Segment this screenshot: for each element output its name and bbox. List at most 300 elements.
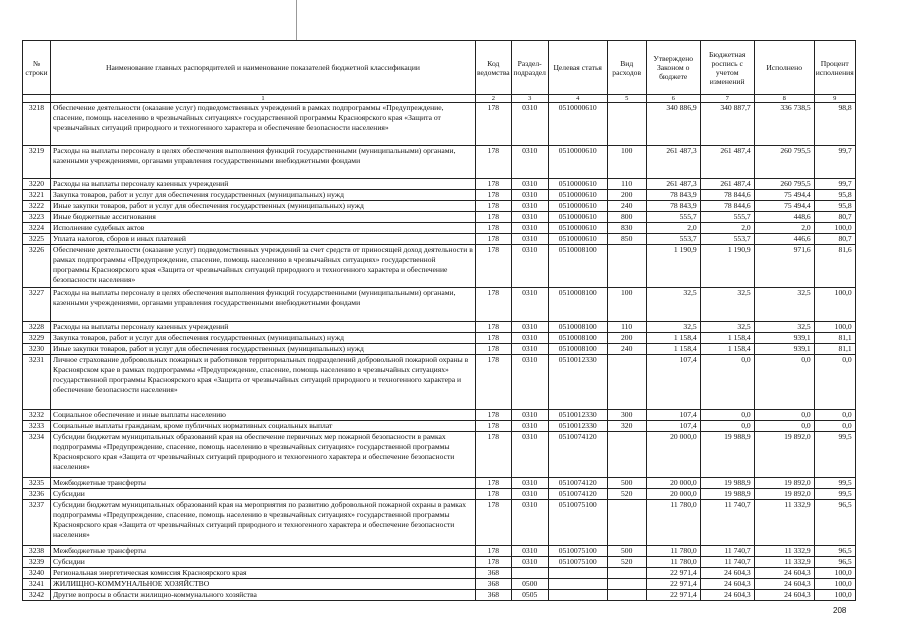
department-code-cell: 178 bbox=[476, 344, 512, 355]
executed-amount-cell: 260 795,5 bbox=[754, 179, 814, 190]
target-item-cell: 0510075100 bbox=[548, 500, 607, 546]
header-approved-by-law: Утверждено Законом о бюджете bbox=[646, 41, 700, 95]
table-row bbox=[23, 103, 856, 146]
indicator-name-cell: Исполнение судебных актов bbox=[51, 223, 476, 234]
budget-table-sheet bbox=[22, 40, 856, 601]
indicator-name-cell: Закупка товаров, работ и услуг для обеспечения государственных (муниципальных) нужд bbox=[51, 333, 476, 344]
target-item-cell: 0510012330 bbox=[548, 421, 607, 432]
percent-cell: 81,1 bbox=[814, 344, 855, 355]
schedule-amount-cell: 553,7 bbox=[700, 234, 754, 245]
target-item-cell: 0510008100 bbox=[548, 344, 607, 355]
table-row bbox=[23, 432, 856, 478]
approved-amount-cell: 20 000,0 bbox=[646, 489, 700, 500]
department-code-cell: 178 bbox=[476, 190, 512, 201]
table-row bbox=[23, 201, 856, 212]
executed-amount-cell: 0,0 bbox=[754, 355, 814, 410]
target-item-cell: 0510074120 bbox=[548, 489, 607, 500]
indicator-name-cell: Иные закупки товаров, работ и услуг для обеспечения государственных (муниципальных) нужд bbox=[51, 201, 476, 212]
row-number-cell: 3229 bbox=[23, 333, 51, 344]
schedule-amount-cell: 11 740,7 bbox=[700, 557, 754, 568]
executed-amount-cell: 939,1 bbox=[754, 344, 814, 355]
expense-type-cell bbox=[607, 103, 646, 146]
executed-amount-cell: 2,0 bbox=[754, 223, 814, 234]
department-code-cell: 178 bbox=[476, 245, 512, 288]
table-row bbox=[23, 546, 856, 557]
percent-cell: 100,0 bbox=[814, 568, 855, 579]
percent-cell: 0,0 bbox=[814, 355, 855, 410]
executed-amount-cell: 24 604,3 bbox=[754, 568, 814, 579]
section-code-cell: 0310 bbox=[511, 212, 548, 223]
table-row bbox=[23, 478, 856, 489]
section-code-cell: 0310 bbox=[511, 500, 548, 546]
department-code-cell: 178 bbox=[476, 288, 512, 322]
header-budget-schedule: Бюджетная роспись с учетом изменений bbox=[700, 41, 754, 95]
expense-type-cell bbox=[607, 579, 646, 590]
approved-amount-cell: 261 487,3 bbox=[646, 146, 700, 179]
expense-type-cell bbox=[607, 355, 646, 410]
indicator-name-cell: Уплата налогов, сборов и иных платежей bbox=[51, 234, 476, 245]
executed-amount-cell: 75 494,4 bbox=[754, 190, 814, 201]
percent-cell: 95,8 bbox=[814, 201, 855, 212]
indicator-name-cell: Расходы на выплаты персоналу казенных учреждений bbox=[51, 322, 476, 333]
schedule-amount-cell: 32,5 bbox=[700, 322, 754, 333]
table-row bbox=[23, 212, 856, 223]
schedule-amount-cell: 32,5 bbox=[700, 288, 754, 322]
expense-type-cell bbox=[607, 432, 646, 478]
section-code-cell: 0310 bbox=[511, 223, 548, 234]
executed-amount-cell: 446,6 bbox=[754, 234, 814, 245]
approved-amount-cell: 107,4 bbox=[646, 355, 700, 410]
column-number bbox=[23, 95, 51, 103]
section-code-cell: 0310 bbox=[511, 333, 548, 344]
approved-amount-cell: 107,4 bbox=[646, 421, 700, 432]
header-section-subsection: Раздел-подраздел bbox=[511, 41, 548, 95]
department-code-cell: 178 bbox=[476, 201, 512, 212]
header-expense-type: Вид расходов bbox=[607, 41, 646, 95]
table-row bbox=[23, 322, 856, 333]
indicator-name-cell: Иные бюджетные ассигнования bbox=[51, 212, 476, 223]
section-code-cell: 0310 bbox=[511, 179, 548, 190]
indicator-name-cell: Региональная энергетическая комиссия Красноярского края bbox=[51, 568, 476, 579]
indicator-name-cell: Социальные выплаты гражданам, кроме публичных нормативных социальных выплат bbox=[51, 421, 476, 432]
row-number-cell: 3236 bbox=[23, 489, 51, 500]
row-number-cell: 3221 bbox=[23, 190, 51, 201]
schedule-amount-cell: 340 887,7 bbox=[700, 103, 754, 146]
table-row bbox=[23, 590, 856, 601]
executed-amount-cell: 11 332,9 bbox=[754, 557, 814, 568]
approved-amount-cell: 20 000,0 bbox=[646, 432, 700, 478]
percent-cell: 100,0 bbox=[814, 223, 855, 234]
target-item-cell: 0510000610 bbox=[548, 212, 607, 223]
table-row bbox=[23, 288, 856, 322]
header-department-code: Код ведомства bbox=[476, 41, 512, 95]
column-number: 9 bbox=[814, 95, 855, 103]
table-row bbox=[23, 146, 856, 179]
percent-cell: 96,5 bbox=[814, 546, 855, 557]
header-executed: Исполнено bbox=[754, 41, 814, 95]
schedule-amount-cell: 0,0 bbox=[700, 421, 754, 432]
row-number-cell: 3228 bbox=[23, 322, 51, 333]
section-code-cell: 0310 bbox=[511, 421, 548, 432]
section-code-cell bbox=[511, 568, 548, 579]
table-row bbox=[23, 489, 856, 500]
column-number: 2 bbox=[476, 95, 512, 103]
target-item-cell: 0510075100 bbox=[548, 546, 607, 557]
approved-amount-cell: 20 000,0 bbox=[646, 478, 700, 489]
schedule-amount-cell: 0,0 bbox=[700, 410, 754, 421]
approved-amount-cell: 22 971,4 bbox=[646, 579, 700, 590]
row-number-cell: 3222 bbox=[23, 201, 51, 212]
column-number: 1 bbox=[51, 95, 476, 103]
table-row bbox=[23, 410, 856, 421]
row-number-cell: 3239 bbox=[23, 557, 51, 568]
target-item-cell: 0510074120 bbox=[548, 432, 607, 478]
schedule-amount-cell: 11 740,7 bbox=[700, 546, 754, 557]
expense-type-cell bbox=[607, 590, 646, 601]
schedule-amount-cell: 24 604,3 bbox=[700, 568, 754, 579]
table-row bbox=[23, 190, 856, 201]
executed-amount-cell: 939,1 bbox=[754, 333, 814, 344]
department-code-cell: 178 bbox=[476, 146, 512, 179]
section-code-cell: 0310 bbox=[511, 201, 548, 212]
expense-type-cell: 200 bbox=[607, 333, 646, 344]
executed-amount-cell: 32,5 bbox=[754, 288, 814, 322]
column-number: 7 bbox=[700, 95, 754, 103]
executed-amount-cell: 11 332,9 bbox=[754, 500, 814, 546]
percent-cell: 100,0 bbox=[814, 322, 855, 333]
approved-amount-cell: 2,0 bbox=[646, 223, 700, 234]
row-number-cell: 3234 bbox=[23, 432, 51, 478]
table-row bbox=[23, 333, 856, 344]
indicator-name-cell: ЖИЛИЩНО-КОММУНАЛЬНОЕ ХОЗЯЙСТВО bbox=[51, 579, 476, 590]
indicator-name-cell: Другие вопросы в области жилищно-коммунального хозяйства bbox=[51, 590, 476, 601]
target-item-cell bbox=[548, 590, 607, 601]
department-code-cell: 368 bbox=[476, 568, 512, 579]
indicator-name-cell: Закупка товаров, работ и услуг для обеспечения государственных (муниципальных) нужд bbox=[51, 190, 476, 201]
section-code-cell: 0310 bbox=[511, 245, 548, 288]
percent-cell: 0,0 bbox=[814, 421, 855, 432]
row-number-cell: 3242 bbox=[23, 590, 51, 601]
department-code-cell: 178 bbox=[476, 500, 512, 546]
department-code-cell: 368 bbox=[476, 579, 512, 590]
table-row bbox=[23, 500, 856, 546]
expense-type-cell: 240 bbox=[607, 344, 646, 355]
percent-cell: 81,6 bbox=[814, 245, 855, 288]
target-item-cell: 0510000610 bbox=[548, 179, 607, 190]
expense-type-cell bbox=[607, 500, 646, 546]
column-number: 8 bbox=[754, 95, 814, 103]
approved-amount-cell: 1 158,4 bbox=[646, 333, 700, 344]
column-number: 6 bbox=[646, 95, 700, 103]
row-number-cell: 3218 bbox=[23, 103, 51, 146]
approved-amount-cell: 1 158,4 bbox=[646, 344, 700, 355]
row-number-cell: 3241 bbox=[23, 579, 51, 590]
indicator-name-cell: Обеспечение деятельности (оказание услуг) подведомственных учреждений в рамках подпрограммы «Предупреждение, спасение, помощь населению в чрезвычайных ситуациях» государственной программы Красноярского края «Защита от чрезвычайных ситуаций природного и техногенного характера и обеспечение безопасности населения» bbox=[51, 103, 476, 146]
expense-type-cell: 200 bbox=[607, 190, 646, 201]
department-code-cell: 178 bbox=[476, 103, 512, 146]
table-row bbox=[23, 234, 856, 245]
column-number: 3 bbox=[511, 95, 548, 103]
header-indicator-name: Наименование главных распорядителей и наименование показателей бюджетной классификации bbox=[51, 41, 476, 95]
expense-type-cell: 520 bbox=[607, 489, 646, 500]
header-execution-percent: Процент исполнения bbox=[814, 41, 855, 95]
expense-type-cell bbox=[607, 245, 646, 288]
executed-amount-cell: 19 892,0 bbox=[754, 478, 814, 489]
target-item-cell: 0510012330 bbox=[548, 410, 607, 421]
department-code-cell: 178 bbox=[476, 432, 512, 478]
approved-amount-cell: 11 780,0 bbox=[646, 557, 700, 568]
expense-type-cell: 500 bbox=[607, 546, 646, 557]
approved-amount-cell: 78 843,9 bbox=[646, 201, 700, 212]
department-code-cell: 178 bbox=[476, 179, 512, 190]
approved-amount-cell: 555,7 bbox=[646, 212, 700, 223]
approved-amount-cell: 340 886,9 bbox=[646, 103, 700, 146]
row-number-cell: 3219 bbox=[23, 146, 51, 179]
approved-amount-cell: 553,7 bbox=[646, 234, 700, 245]
department-code-cell: 178 bbox=[476, 557, 512, 568]
expense-type-cell: 110 bbox=[607, 322, 646, 333]
header-row-number: № строки bbox=[23, 41, 51, 95]
department-code-cell: 178 bbox=[476, 421, 512, 432]
approved-amount-cell: 11 780,0 bbox=[646, 546, 700, 557]
expense-type-cell: 850 bbox=[607, 234, 646, 245]
target-item-cell: 0510000610 bbox=[548, 223, 607, 234]
row-number-cell: 3240 bbox=[23, 568, 51, 579]
department-code-cell: 178 bbox=[476, 223, 512, 234]
table-header-row bbox=[23, 41, 856, 95]
target-item-cell: 0510074120 bbox=[548, 478, 607, 489]
table-row bbox=[23, 355, 856, 410]
department-code-cell: 178 bbox=[476, 478, 512, 489]
department-code-cell: 178 bbox=[476, 212, 512, 223]
section-code-cell: 0310 bbox=[511, 410, 548, 421]
row-number-cell: 3227 bbox=[23, 288, 51, 322]
approved-amount-cell: 22 971,4 bbox=[646, 590, 700, 601]
section-code-cell: 0310 bbox=[511, 432, 548, 478]
schedule-amount-cell: 0,0 bbox=[700, 355, 754, 410]
section-code-cell: 0310 bbox=[511, 234, 548, 245]
section-code-cell: 0310 bbox=[511, 557, 548, 568]
table-row bbox=[23, 557, 856, 568]
table-body bbox=[23, 103, 856, 601]
target-item-cell: 0510000610 bbox=[548, 201, 607, 212]
indicator-name-cell: Субсидии bbox=[51, 489, 476, 500]
expense-type-cell: 800 bbox=[607, 212, 646, 223]
percent-cell: 99,5 bbox=[814, 432, 855, 478]
approved-amount-cell: 1 190,9 bbox=[646, 245, 700, 288]
executed-amount-cell: 11 332,9 bbox=[754, 546, 814, 557]
target-item-cell: 0510008100 bbox=[548, 245, 607, 288]
section-code-cell: 0310 bbox=[511, 322, 548, 333]
target-item-cell: 0510000610 bbox=[548, 103, 607, 146]
schedule-amount-cell: 1 190,9 bbox=[700, 245, 754, 288]
indicator-name-cell: Расходы на выплаты персоналу казенных учреждений bbox=[51, 179, 476, 190]
schedule-amount-cell: 78 844,6 bbox=[700, 190, 754, 201]
executed-amount-cell: 32,5 bbox=[754, 322, 814, 333]
target-item-cell: 0510000610 bbox=[548, 234, 607, 245]
row-number-cell: 3235 bbox=[23, 478, 51, 489]
department-code-cell: 178 bbox=[476, 355, 512, 410]
executed-amount-cell: 971,6 bbox=[754, 245, 814, 288]
target-item-cell: 0510075100 bbox=[548, 557, 607, 568]
target-item-cell: 0510008100 bbox=[548, 322, 607, 333]
percent-cell: 81,1 bbox=[814, 333, 855, 344]
table-row bbox=[23, 179, 856, 190]
percent-cell: 80,7 bbox=[814, 234, 855, 245]
table-row bbox=[23, 568, 856, 579]
target-item-cell: 0510012330 bbox=[548, 355, 607, 410]
expense-type-cell bbox=[607, 568, 646, 579]
table-row bbox=[23, 245, 856, 288]
executed-amount-cell: 24 604,3 bbox=[754, 590, 814, 601]
percent-cell: 99,5 bbox=[814, 478, 855, 489]
row-number-cell: 3233 bbox=[23, 421, 51, 432]
expense-type-cell: 320 bbox=[607, 421, 646, 432]
schedule-amount-cell: 261 487,4 bbox=[700, 179, 754, 190]
section-code-cell: 0310 bbox=[511, 546, 548, 557]
executed-amount-cell: 24 604,3 bbox=[754, 579, 814, 590]
schedule-amount-cell: 19 988,9 bbox=[700, 478, 754, 489]
percent-cell: 0,0 bbox=[814, 410, 855, 421]
approved-amount-cell: 32,5 bbox=[646, 288, 700, 322]
schedule-amount-cell: 24 604,3 bbox=[700, 590, 754, 601]
section-code-cell: 0310 bbox=[511, 288, 548, 322]
executed-amount-cell: 19 892,0 bbox=[754, 432, 814, 478]
schedule-amount-cell: 19 988,9 bbox=[700, 489, 754, 500]
indicator-name-cell: Межбюджетные трансферты bbox=[51, 478, 476, 489]
row-number-cell: 3220 bbox=[23, 179, 51, 190]
target-item-cell bbox=[548, 568, 607, 579]
section-code-cell: 0310 bbox=[511, 478, 548, 489]
percent-cell: 100,0 bbox=[814, 288, 855, 322]
approved-amount-cell: 32,5 bbox=[646, 322, 700, 333]
schedule-amount-cell: 78 844,6 bbox=[700, 201, 754, 212]
row-number-cell: 3223 bbox=[23, 212, 51, 223]
schedule-amount-cell: 1 158,4 bbox=[700, 344, 754, 355]
executed-amount-cell: 0,0 bbox=[754, 410, 814, 421]
row-number-cell: 3225 bbox=[23, 234, 51, 245]
section-code-cell: 0310 bbox=[511, 355, 548, 410]
percent-cell: 100,0 bbox=[814, 590, 855, 601]
department-code-cell: 178 bbox=[476, 546, 512, 557]
table-row bbox=[23, 223, 856, 234]
schedule-amount-cell: 24 604,3 bbox=[700, 579, 754, 590]
row-number-cell: 3232 bbox=[23, 410, 51, 421]
header-target-item: Целевая статья bbox=[548, 41, 607, 95]
schedule-amount-cell: 11 740,7 bbox=[700, 500, 754, 546]
executed-amount-cell: 260 795,5 bbox=[754, 146, 814, 179]
department-code-cell: 178 bbox=[476, 489, 512, 500]
percent-cell: 80,7 bbox=[814, 212, 855, 223]
column-numbers-row bbox=[23, 95, 856, 103]
scan-fold-line bbox=[296, 0, 297, 40]
page-number: 208 bbox=[833, 606, 847, 615]
indicator-name-cell: Субсидии bbox=[51, 557, 476, 568]
indicator-name-cell: Субсидии бюджетам муниципальных образований края на мероприятия по развитию добровольной пожарной охраны в рамках подпрограммы «Предупреждение, спасение, помощь населению в чрезвычайных ситуациях» государственной программы Красноярского края «Защита от чрезвычайных ситуаций природного и техногенного характера и обеспечение безопасности населения» bbox=[51, 500, 476, 546]
department-code-cell: 178 bbox=[476, 322, 512, 333]
expense-type-cell: 830 bbox=[607, 223, 646, 234]
schedule-amount-cell: 261 487,4 bbox=[700, 146, 754, 179]
indicator-name-cell: Межбюджетные трансферты bbox=[51, 546, 476, 557]
target-item-cell: 0510000610 bbox=[548, 190, 607, 201]
approved-amount-cell: 11 780,0 bbox=[646, 500, 700, 546]
approved-amount-cell: 22 971,4 bbox=[646, 568, 700, 579]
schedule-amount-cell: 2,0 bbox=[700, 223, 754, 234]
approved-amount-cell: 107,4 bbox=[646, 410, 700, 421]
schedule-amount-cell: 19 988,9 bbox=[700, 432, 754, 478]
row-number-cell: 3238 bbox=[23, 546, 51, 557]
target-item-cell: 0510008100 bbox=[548, 333, 607, 344]
executed-amount-cell: 448,6 bbox=[754, 212, 814, 223]
table-row bbox=[23, 421, 856, 432]
row-number-cell: 3231 bbox=[23, 355, 51, 410]
section-code-cell: 0310 bbox=[511, 146, 548, 179]
percent-cell: 95,8 bbox=[814, 190, 855, 201]
expense-type-cell: 100 bbox=[607, 146, 646, 179]
percent-cell: 99,7 bbox=[814, 179, 855, 190]
indicator-name-cell: Обеспечение деятельности (оказание услуг) подведомственных учреждений за счет средств от приносящей доход деятельности в рамках подпрограммы «Предупреждение, спасение, помощь населению в чрезвычайных ситуациях» государственной программы Красноярского края «Защита от чрезвычайных ситуаций природного и техногенного характера и обеспечение безопасности населения» bbox=[51, 245, 476, 288]
department-code-cell: 368 bbox=[476, 590, 512, 601]
target-item-cell: 0510000610 bbox=[548, 146, 607, 179]
section-code-cell: 0310 bbox=[511, 190, 548, 201]
row-number-cell: 3224 bbox=[23, 223, 51, 234]
expense-type-cell: 300 bbox=[607, 410, 646, 421]
indicator-name-cell: Социальное обеспечение и иные выплаты населению bbox=[51, 410, 476, 421]
indicator-name-cell: Субсидии бюджетам муниципальных образований края на обеспечение первичных мер пожарной безопасности в рамках подпрограммы «Предупреждение, спасение, помощь населению в чрезвычайных ситуациях» государственной программы Красноярского края «Защита от чрезвычайных ситуаций природного и техногенного характера и обеспечение безопасности населения» bbox=[51, 432, 476, 478]
target-item-cell: 0510008100 bbox=[548, 288, 607, 322]
percent-cell: 98,8 bbox=[814, 103, 855, 146]
section-code-cell: 0310 bbox=[511, 344, 548, 355]
indicator-name-cell: Иные закупки товаров, работ и услуг для обеспечения государственных (муниципальных) нужд bbox=[51, 344, 476, 355]
expense-type-cell: 500 bbox=[607, 478, 646, 489]
percent-cell: 99,7 bbox=[814, 146, 855, 179]
percent-cell: 99,5 bbox=[814, 489, 855, 500]
indicator-name-cell: Расходы на выплаты персоналу в целях обеспечения выполнения функций государственными (муниципальными) органами, казенными учреждениями, органами управления государственными внебюджетными фондами bbox=[51, 146, 476, 179]
executed-amount-cell: 19 892,0 bbox=[754, 489, 814, 500]
section-code-cell: 0310 bbox=[511, 489, 548, 500]
row-number-cell: 3237 bbox=[23, 500, 51, 546]
department-code-cell: 178 bbox=[476, 410, 512, 421]
row-number-cell: 3226 bbox=[23, 245, 51, 288]
department-code-cell: 178 bbox=[476, 333, 512, 344]
schedule-amount-cell: 1 158,4 bbox=[700, 333, 754, 344]
percent-cell: 96,5 bbox=[814, 557, 855, 568]
percent-cell: 96,5 bbox=[814, 500, 855, 546]
approved-amount-cell: 78 843,9 bbox=[646, 190, 700, 201]
budget-execution-table bbox=[22, 40, 856, 601]
expense-type-cell: 100 bbox=[607, 288, 646, 322]
table-row bbox=[23, 579, 856, 590]
percent-cell: 100,0 bbox=[814, 579, 855, 590]
section-code-cell: 0500 bbox=[511, 579, 548, 590]
column-number: 4 bbox=[548, 95, 607, 103]
section-code-cell: 0310 bbox=[511, 103, 548, 146]
approved-amount-cell: 261 487,3 bbox=[646, 179, 700, 190]
indicator-name-cell: Расходы на выплаты персоналу в целях обеспечения выполнения функций государственными (муниципальными) органами, казенными учреждениями, органами управления государственными внебюджетными фондами bbox=[51, 288, 476, 322]
expense-type-cell: 110 bbox=[607, 179, 646, 190]
executed-amount-cell: 336 738,5 bbox=[754, 103, 814, 146]
schedule-amount-cell: 555,7 bbox=[700, 212, 754, 223]
executed-amount-cell: 0,0 bbox=[754, 421, 814, 432]
indicator-name-cell: Личное страхование добровольных пожарных и работников территориальных подразделений добровольной пожарной охраны в Красноярском крае в рамках подпрограммы «Предупреждение, спасение, помощь населению в чрезвычайных ситуациях» государственной программы Красноярского края «Защита от чрезвычайных ситуаций природного и техногенного характера и обеспечение безопасности населения» bbox=[51, 355, 476, 410]
column-number: 5 bbox=[607, 95, 646, 103]
section-code-cell: 0505 bbox=[511, 590, 548, 601]
department-code-cell: 178 bbox=[476, 234, 512, 245]
expense-type-cell: 240 bbox=[607, 201, 646, 212]
target-item-cell bbox=[548, 579, 607, 590]
executed-amount-cell: 75 494,4 bbox=[754, 201, 814, 212]
expense-type-cell: 520 bbox=[607, 557, 646, 568]
